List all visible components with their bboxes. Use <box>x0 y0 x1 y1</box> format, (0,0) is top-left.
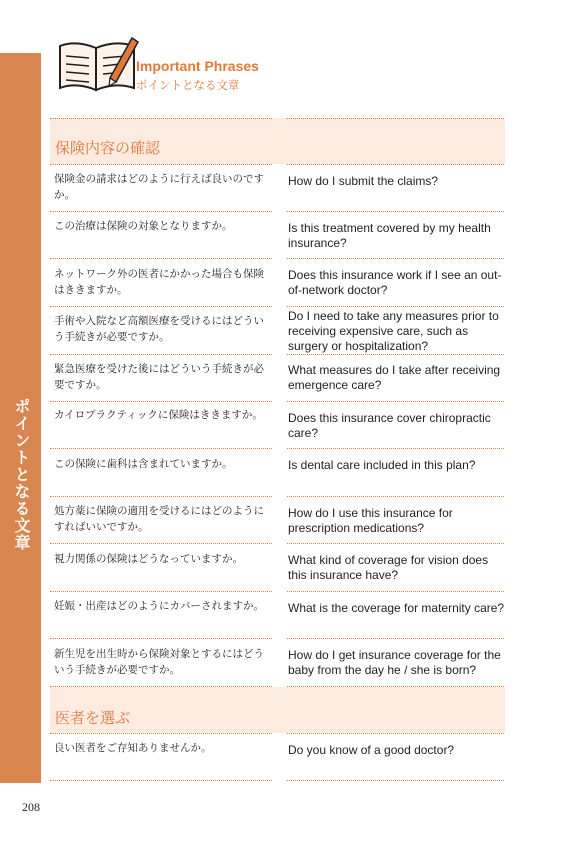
divider <box>50 401 272 402</box>
divider <box>50 448 272 449</box>
phrase-en: Is this treatment covered by my health insurance? <box>288 221 491 250</box>
divider <box>287 118 504 119</box>
phrase-ja: この保険に歯科は含まれていますか。 <box>54 458 233 470</box>
divider <box>287 638 504 639</box>
divider <box>287 591 504 592</box>
phrase-ja: 処方薬に保険の適用を受けるにはどのようにすればいいですか。 <box>54 505 264 533</box>
divider <box>287 401 504 402</box>
divider <box>50 780 272 781</box>
divider <box>50 118 272 119</box>
divider <box>50 306 272 307</box>
phrase-ja: 手術や入院など高額医療を受けるにはどういう手続きが必要ですか。 <box>54 315 264 343</box>
divider <box>287 780 504 781</box>
divider <box>50 496 272 497</box>
phrase-en: How do I submit the claims? <box>288 174 439 188</box>
divider <box>287 733 504 734</box>
divider <box>287 211 504 212</box>
side-tab-label: ポイントとなる文章 <box>12 398 31 551</box>
phrase-en: Do I need to take any measures prior to receiving expensive care, such as surgery or hospitalization? <box>288 309 499 353</box>
phrase-ja: 視力関係の保険はどうなっていますか。 <box>54 553 243 565</box>
divider <box>287 543 504 544</box>
divider <box>50 591 272 592</box>
phrase-ja: 妊娠・出産はどのようにカバーされますか。 <box>54 600 264 612</box>
divider <box>50 733 272 734</box>
phrase-en: What is the coverage for maternity care? <box>288 601 505 615</box>
section-title: 保険内容の確認 <box>55 139 161 157</box>
phrase-en: What kind of coverage for vision does this insurance have? <box>288 553 489 582</box>
divider <box>50 543 272 544</box>
phrase-ja: この治療は保険の対象となりますか。 <box>54 220 233 232</box>
header-title-en: Important Phrases <box>136 58 259 74</box>
phrase-en: What measures do I take after receiving emergence care? <box>288 363 501 392</box>
phrase-en: Do you know of a good doctor? <box>288 743 455 757</box>
divider <box>287 354 504 355</box>
section-title: 医者を選ぶ <box>55 709 131 727</box>
phrase-en: How do I get insurance coverage for the baby from the day he / she is born? <box>288 648 501 677</box>
phrase-en: How do I use this insurance for prescription medications? <box>288 506 453 535</box>
divider <box>50 638 272 639</box>
page-number: 208 <box>22 800 40 814</box>
phrase-en: Is dental care included in this plan? <box>288 458 476 472</box>
divider <box>287 448 504 449</box>
phrase-ja: ネットワーク外の医者にかかった場合も保険はききますか。 <box>54 268 264 296</box>
phrase-ja: 新生児を出生時から保険対象とするにはどういう手続きが必要ですか。 <box>54 648 264 676</box>
divider <box>50 211 272 212</box>
divider <box>287 306 504 307</box>
phrase-ja: 緊急医療を受けた後にはどういう手続きが必要ですか。 <box>54 363 264 391</box>
divider <box>287 496 504 497</box>
header-title-ja: ポイントとなる文章 <box>136 78 240 92</box>
divider <box>287 164 504 165</box>
side-tab <box>0 53 41 783</box>
phrase-ja: カイロプラクティックに保険はききますか。 <box>54 409 263 421</box>
divider <box>50 258 272 259</box>
phrase-en: Does this insurance work if I see an out-of-network doctor? <box>288 268 502 297</box>
phrase-ja: 良い医者をご存知ありませんか。 <box>54 742 212 754</box>
divider <box>50 354 272 355</box>
divider <box>287 258 504 259</box>
phrase-ja: 保険金の請求はどのように行えば良いのですか。 <box>54 173 264 201</box>
phrase-en: Does this insurance cover chiropractic care? <box>288 411 491 440</box>
open-book-pencil-icon <box>56 34 140 94</box>
divider <box>50 164 272 165</box>
